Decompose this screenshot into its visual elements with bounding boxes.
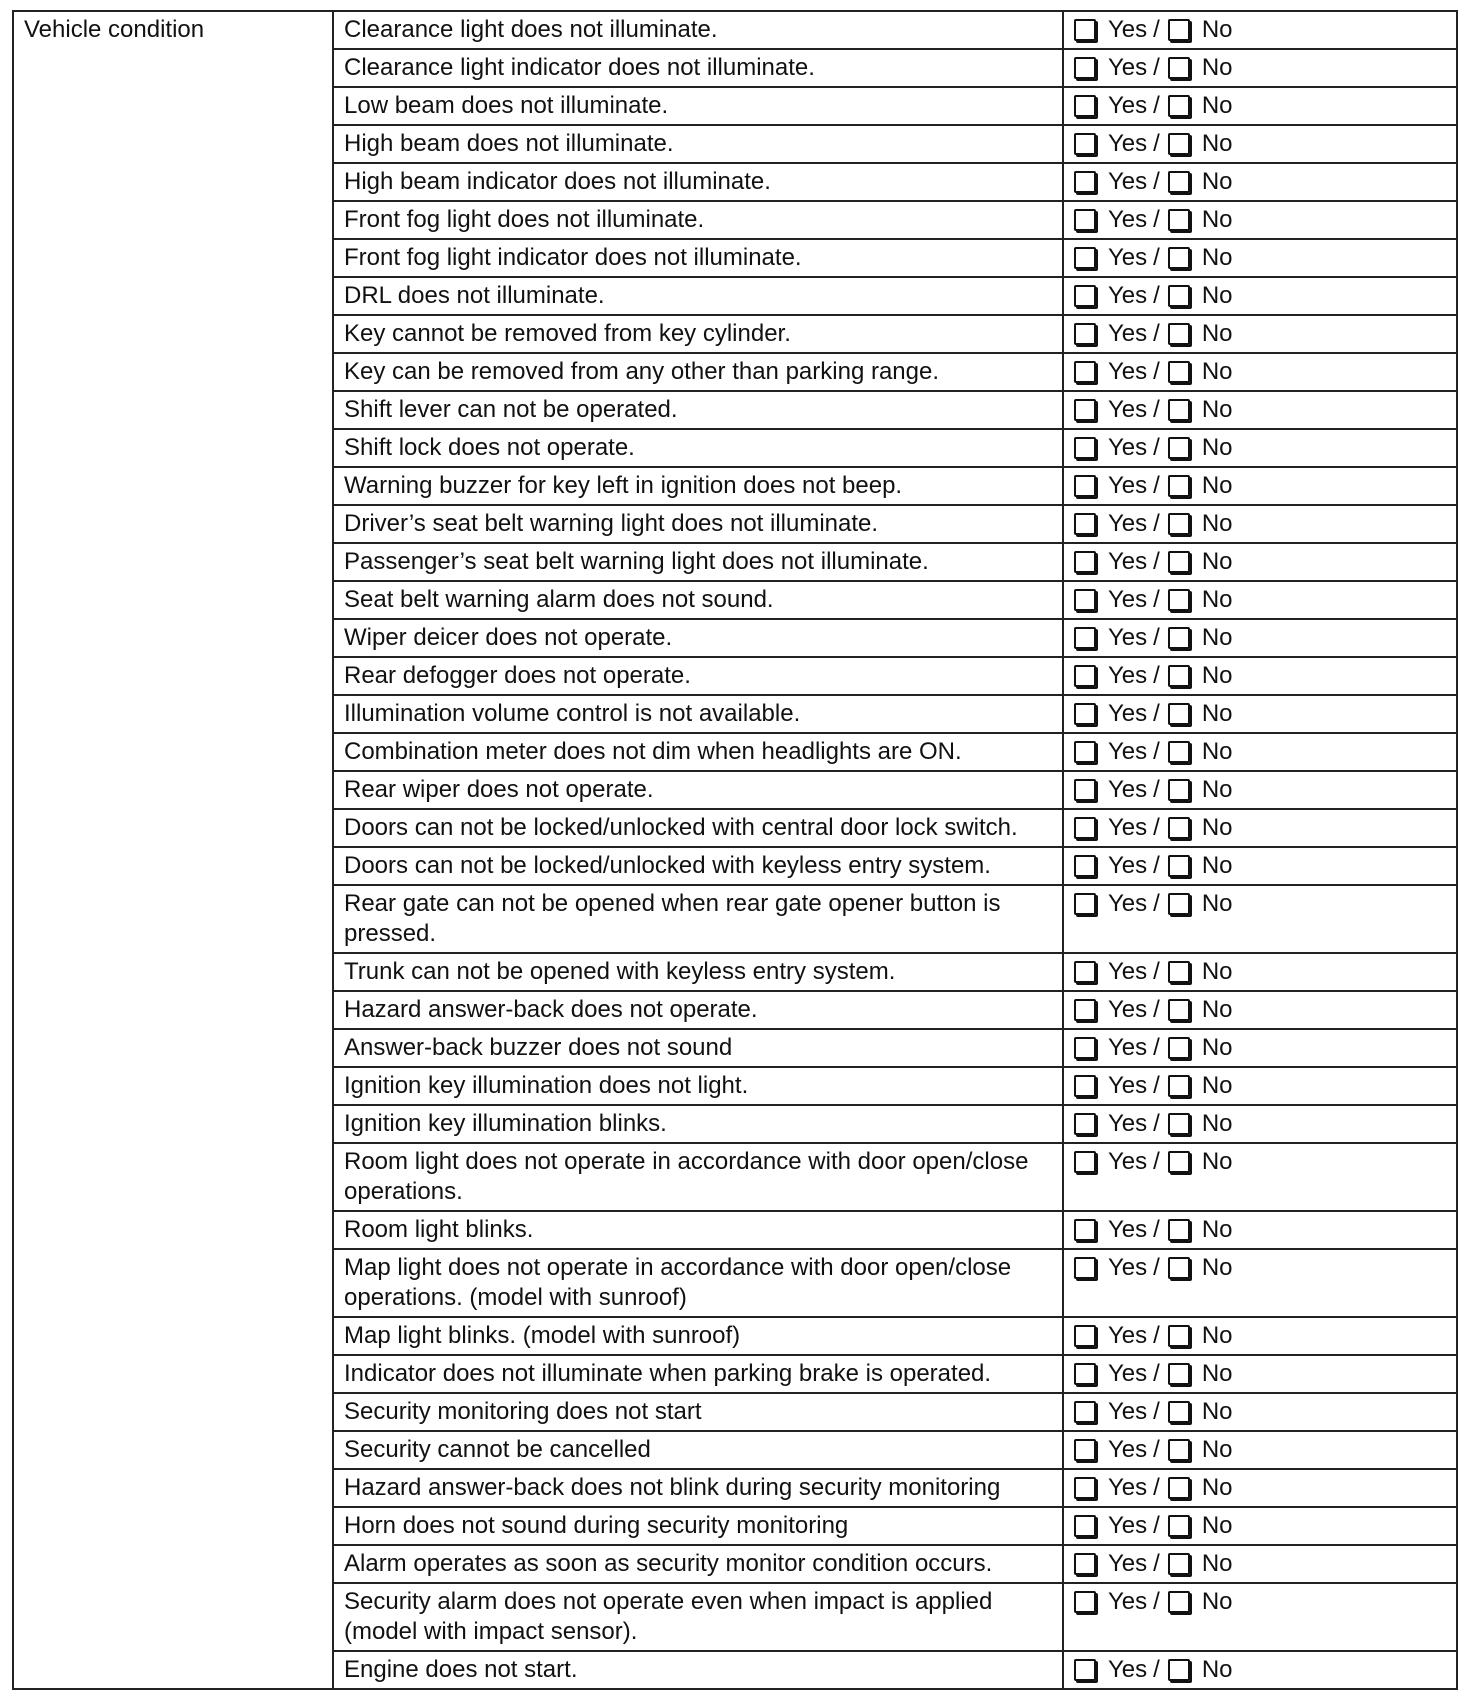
answer-separator: /: [1153, 434, 1160, 461]
no-label: No: [1201, 92, 1233, 119]
no-label: No: [1201, 814, 1233, 841]
vehicle-condition-checklist: [12, 10, 1458, 1690]
yes-no-answer: [1063, 733, 1457, 771]
no-label: No: [1201, 958, 1233, 985]
yes-label: Yes: [1108, 1398, 1148, 1425]
yes-label: Yes: [1108, 548, 1148, 575]
yes-label: Yes: [1108, 92, 1148, 119]
no-label: No: [1201, 738, 1233, 765]
yes-label: Yes: [1108, 662, 1148, 689]
symptom-text: Indicator does not illuminate when parking brake is operated.: [333, 1355, 1063, 1393]
answer-separator: /: [1153, 472, 1160, 499]
yes-label: Yes: [1108, 1216, 1148, 1243]
no-label: No: [1201, 624, 1233, 651]
yes-no-answer: [1063, 239, 1457, 277]
yes-checkbox[interactable]: [1074, 513, 1096, 535]
no-checkbox[interactable]: [1168, 999, 1190, 1021]
symptom-text: Clearance light does not illuminate.: [333, 11, 1063, 49]
yes-no-answer: [1063, 1431, 1457, 1469]
yes-no-answer: [1063, 201, 1457, 239]
yes-checkbox[interactable]: [1074, 999, 1096, 1021]
yes-label: Yes: [1108, 396, 1148, 423]
answer-separator: /: [1153, 1512, 1160, 1539]
symptom-text: Key cannot be removed from key cylinder.: [333, 315, 1063, 353]
yes-checkbox[interactable]: [1074, 361, 1096, 383]
yes-label: Yes: [1108, 510, 1148, 537]
symptom-text: Ignition key illumination does not light.: [333, 1067, 1063, 1105]
yes-label: Yes: [1108, 738, 1148, 765]
yes-checkbox[interactable]: [1074, 1257, 1096, 1279]
no-label: No: [1201, 1254, 1233, 1281]
no-label: No: [1201, 358, 1233, 385]
no-checkbox[interactable]: [1168, 551, 1190, 573]
no-label: No: [1201, 282, 1233, 309]
yes-no-answer: [1063, 467, 1457, 505]
answer-separator: /: [1153, 16, 1160, 43]
no-label: No: [1201, 1550, 1233, 1577]
yes-no-answer: [1063, 1249, 1457, 1317]
no-label: No: [1201, 548, 1233, 575]
symptom-text: Security monitoring does not start: [333, 1393, 1063, 1431]
yes-no-answer: [1063, 125, 1457, 163]
no-label: No: [1201, 396, 1233, 423]
yes-no-answer: [1063, 809, 1457, 847]
no-label: No: [1201, 1656, 1233, 1683]
no-checkbox[interactable]: [1168, 513, 1190, 535]
yes-checkbox[interactable]: [1074, 779, 1096, 801]
no-label: No: [1201, 1436, 1233, 1463]
no-label: No: [1201, 1398, 1233, 1425]
no-label: No: [1201, 662, 1233, 689]
no-label: No: [1201, 1474, 1233, 1501]
no-checkbox[interactable]: [1168, 285, 1190, 307]
yes-label: Yes: [1108, 16, 1148, 43]
yes-no-answer: [1063, 1583, 1457, 1651]
yes-no-answer: [1063, 657, 1457, 695]
yes-no-answer: [1063, 1211, 1457, 1249]
yes-no-answer: [1063, 771, 1457, 809]
no-label: No: [1201, 1148, 1233, 1175]
symptom-text: Doors can not be locked/unlocked with central door lock switch.: [333, 809, 1063, 847]
yes-no-answer: [1063, 1143, 1457, 1211]
no-label: No: [1201, 586, 1233, 613]
yes-checkbox[interactable]: [1074, 1439, 1096, 1461]
yes-checkbox[interactable]: [1074, 893, 1096, 915]
symptom-text: Rear wiper does not operate.: [333, 771, 1063, 809]
symptom-text: DRL does not illuminate.: [333, 277, 1063, 315]
answer-separator: /: [1153, 396, 1160, 423]
yes-checkbox[interactable]: [1074, 209, 1096, 231]
no-checkbox[interactable]: [1168, 1257, 1190, 1279]
no-label: No: [1201, 472, 1233, 499]
yes-checkbox[interactable]: [1074, 475, 1096, 497]
yes-label: Yes: [1108, 1034, 1148, 1061]
no-checkbox[interactable]: [1168, 95, 1190, 117]
no-checkbox[interactable]: [1168, 741, 1190, 763]
no-checkbox[interactable]: [1168, 399, 1190, 421]
answer-separator: /: [1153, 586, 1160, 613]
answer-separator: /: [1153, 1034, 1160, 1061]
symptom-text: Warning buzzer for key left in ignition does not beep.: [333, 467, 1063, 505]
no-label: No: [1201, 206, 1233, 233]
no-checkbox[interactable]: [1168, 817, 1190, 839]
no-checkbox[interactable]: [1168, 665, 1190, 687]
yes-checkbox[interactable]: [1074, 665, 1096, 687]
yes-checkbox[interactable]: [1074, 551, 1096, 573]
no-checkbox[interactable]: [1168, 1075, 1190, 1097]
yes-no-answer: [1063, 695, 1457, 733]
yes-label: Yes: [1108, 206, 1148, 233]
no-label: No: [1201, 890, 1233, 917]
yes-checkbox[interactable]: [1074, 627, 1096, 649]
yes-label: Yes: [1108, 1550, 1148, 1577]
symptom-text: Rear gate can not be opened when rear gate opener button is pressed.: [333, 885, 1063, 953]
yes-checkbox[interactable]: [1074, 57, 1096, 79]
answer-separator: /: [1153, 1474, 1160, 1501]
yes-label: Yes: [1108, 320, 1148, 347]
answer-separator: /: [1153, 738, 1160, 765]
symptom-text: Doors can not be locked/unlocked with keyless entry system.: [333, 847, 1063, 885]
yes-label: Yes: [1108, 472, 1148, 499]
no-checkbox[interactable]: [1168, 57, 1190, 79]
symptom-text: Rear defogger does not operate.: [333, 657, 1063, 695]
symptom-text: Engine does not start.: [333, 1651, 1063, 1689]
yes-no-answer: [1063, 163, 1457, 201]
yes-checkbox[interactable]: [1074, 817, 1096, 839]
yes-checkbox[interactable]: [1074, 1553, 1096, 1575]
vehicle-condition-label: Vehicle condition: [13, 11, 333, 1689]
no-label: No: [1201, 16, 1233, 43]
yes-checkbox[interactable]: [1074, 589, 1096, 611]
yes-label: Yes: [1108, 358, 1148, 385]
yes-no-answer: [1063, 277, 1457, 315]
no-label: No: [1201, 1588, 1233, 1615]
answer-separator: /: [1153, 1360, 1160, 1387]
symptom-text: Seat belt warning alarm does not sound.: [333, 581, 1063, 619]
answer-separator: /: [1153, 1656, 1160, 1683]
yes-no-answer: [1063, 1067, 1457, 1105]
symptom-text: Front fog light does not illuminate.: [333, 201, 1063, 239]
answer-separator: /: [1153, 1072, 1160, 1099]
yes-checkbox[interactable]: [1074, 961, 1096, 983]
yes-label: Yes: [1108, 168, 1148, 195]
symptom-text: Driver’s seat belt warning light does not illuminate.: [333, 505, 1063, 543]
symptom-text: Room light blinks.: [333, 1211, 1063, 1249]
no-checkbox[interactable]: [1168, 1515, 1190, 1537]
yes-no-answer: [1063, 991, 1457, 1029]
answer-separator: /: [1153, 1110, 1160, 1137]
no-checkbox[interactable]: [1168, 1037, 1190, 1059]
answer-separator: /: [1153, 1148, 1160, 1175]
yes-checkbox[interactable]: [1074, 1477, 1096, 1499]
yes-no-answer: [1063, 429, 1457, 467]
yes-checkbox[interactable]: [1074, 95, 1096, 117]
yes-label: Yes: [1108, 244, 1148, 271]
answer-separator: /: [1153, 282, 1160, 309]
checklist-body: [13, 11, 1457, 1689]
no-checkbox[interactable]: [1168, 1591, 1190, 1613]
no-checkbox[interactable]: [1168, 893, 1190, 915]
symptom-text: High beam does not illuminate.: [333, 125, 1063, 163]
symptom-text: Security alarm does not operate even when impact is applied (model with impact sensor).: [333, 1583, 1063, 1651]
symptom-text: Clearance light indicator does not illuminate.: [333, 49, 1063, 87]
answer-separator: /: [1153, 852, 1160, 879]
symptom-text: Answer-back buzzer does not sound: [333, 1029, 1063, 1067]
yes-label: Yes: [1108, 996, 1148, 1023]
yes-checkbox[interactable]: [1074, 437, 1096, 459]
symptom-text: Front fog light indicator does not illuminate.: [333, 239, 1063, 277]
yes-label: Yes: [1108, 130, 1148, 157]
no-label: No: [1201, 1110, 1233, 1137]
symptom-text: Map light blinks. (model with sunroof): [333, 1317, 1063, 1355]
yes-label: Yes: [1108, 1360, 1148, 1387]
no-checkbox[interactable]: [1168, 361, 1190, 383]
yes-no-answer: [1063, 391, 1457, 429]
answer-separator: /: [1153, 958, 1160, 985]
yes-checkbox[interactable]: [1074, 855, 1096, 877]
symptom-text: Key can be removed from any other than parking range.: [333, 353, 1063, 391]
yes-label: Yes: [1108, 1656, 1148, 1683]
no-checkbox[interactable]: [1168, 589, 1190, 611]
symptom-text: Passenger’s seat belt warning light does not illuminate.: [333, 543, 1063, 581]
answer-separator: /: [1153, 1254, 1160, 1281]
no-label: No: [1201, 700, 1233, 727]
no-checkbox[interactable]: [1168, 133, 1190, 155]
no-label: No: [1201, 1034, 1233, 1061]
answer-separator: /: [1153, 206, 1160, 233]
symptom-text: Hazard answer-back does not operate.: [333, 991, 1063, 1029]
answer-separator: /: [1153, 244, 1160, 271]
symptom-text: Wiper deicer does not operate.: [333, 619, 1063, 657]
yes-checkbox[interactable]: [1074, 1515, 1096, 1537]
yes-no-answer: [1063, 1029, 1457, 1067]
no-checkbox[interactable]: [1168, 1553, 1190, 1575]
yes-no-answer: [1063, 1317, 1457, 1355]
no-checkbox[interactable]: [1168, 171, 1190, 193]
no-checkbox[interactable]: [1168, 323, 1190, 345]
no-checkbox[interactable]: [1168, 209, 1190, 231]
yes-no-answer: [1063, 1393, 1457, 1431]
yes-label: Yes: [1108, 1474, 1148, 1501]
answer-separator: /: [1153, 510, 1160, 537]
no-label: No: [1201, 434, 1233, 461]
yes-checkbox[interactable]: [1074, 171, 1096, 193]
symptom-text: Hazard answer-back does not blink during security monitoring: [333, 1469, 1063, 1507]
answer-separator: /: [1153, 1588, 1160, 1615]
symptom-text: Trunk can not be opened with keyless entry system.: [333, 953, 1063, 991]
no-label: No: [1201, 852, 1233, 879]
yes-label: Yes: [1108, 1512, 1148, 1539]
answer-separator: /: [1153, 1436, 1160, 1463]
yes-label: Yes: [1108, 434, 1148, 461]
yes-no-answer: [1063, 1651, 1457, 1689]
answer-separator: /: [1153, 320, 1160, 347]
no-label: No: [1201, 1322, 1233, 1349]
yes-no-answer: [1063, 1545, 1457, 1583]
symptom-text: Alarm operates as soon as security monitor condition occurs.: [333, 1545, 1063, 1583]
no-label: No: [1201, 130, 1233, 157]
yes-checkbox[interactable]: [1074, 703, 1096, 725]
no-checkbox[interactable]: [1168, 1219, 1190, 1241]
yes-label: Yes: [1108, 1436, 1148, 1463]
yes-checkbox[interactable]: [1074, 1325, 1096, 1347]
symptom-text: Shift lever can not be operated.: [333, 391, 1063, 429]
symptom-text: Security cannot be cancelled: [333, 1431, 1063, 1469]
yes-checkbox[interactable]: [1074, 741, 1096, 763]
symptom-text: Illumination volume control is not available.: [333, 695, 1063, 733]
answer-separator: /: [1153, 700, 1160, 727]
no-label: No: [1201, 510, 1233, 537]
yes-no-answer: [1063, 1355, 1457, 1393]
no-checkbox[interactable]: [1168, 1363, 1190, 1385]
yes-checkbox[interactable]: [1074, 1401, 1096, 1423]
symptom-text: High beam indicator does not illuminate.: [333, 163, 1063, 201]
answer-separator: /: [1153, 168, 1160, 195]
yes-no-answer: [1063, 11, 1457, 49]
no-label: No: [1201, 776, 1233, 803]
yes-label: Yes: [1108, 54, 1148, 81]
no-checkbox[interactable]: [1168, 437, 1190, 459]
yes-label: Yes: [1108, 958, 1148, 985]
yes-no-answer: [1063, 505, 1457, 543]
answer-separator: /: [1153, 890, 1160, 917]
no-label: No: [1201, 1360, 1233, 1387]
yes-label: Yes: [1108, 1148, 1148, 1175]
no-label: No: [1201, 996, 1233, 1023]
no-label: No: [1201, 1072, 1233, 1099]
answer-separator: /: [1153, 996, 1160, 1023]
yes-label: Yes: [1108, 586, 1148, 613]
answer-separator: /: [1153, 814, 1160, 841]
yes-checkbox[interactable]: [1074, 1151, 1096, 1173]
symptom-text: Shift lock does not operate.: [333, 429, 1063, 467]
yes-checkbox[interactable]: [1074, 247, 1096, 269]
yes-checkbox[interactable]: [1074, 323, 1096, 345]
no-checkbox[interactable]: [1168, 1325, 1190, 1347]
yes-no-answer: [1063, 581, 1457, 619]
no-checkbox[interactable]: [1168, 703, 1190, 725]
answer-separator: /: [1153, 54, 1160, 81]
yes-no-answer: [1063, 1507, 1457, 1545]
yes-no-answer: [1063, 885, 1457, 953]
yes-label: Yes: [1108, 282, 1148, 309]
no-checkbox[interactable]: [1168, 19, 1190, 41]
checklist-row: [13, 11, 1457, 49]
yes-no-answer: [1063, 543, 1457, 581]
no-label: No: [1201, 54, 1233, 81]
yes-label: Yes: [1108, 1254, 1148, 1281]
symptom-text: Horn does not sound during security monitoring: [333, 1507, 1063, 1545]
yes-checkbox[interactable]: [1074, 1591, 1096, 1613]
yes-checkbox[interactable]: [1074, 133, 1096, 155]
yes-label: Yes: [1108, 776, 1148, 803]
answer-separator: /: [1153, 1550, 1160, 1577]
yes-no-answer: [1063, 847, 1457, 885]
answer-separator: /: [1153, 358, 1160, 385]
yes-label: Yes: [1108, 852, 1148, 879]
no-label: No: [1201, 320, 1233, 347]
yes-no-answer: [1063, 1105, 1457, 1143]
no-label: No: [1201, 1512, 1233, 1539]
yes-no-answer: [1063, 619, 1457, 657]
yes-checkbox[interactable]: [1074, 399, 1096, 421]
no-label: No: [1201, 244, 1233, 271]
yes-no-answer: [1063, 353, 1457, 391]
no-checkbox[interactable]: [1168, 1113, 1190, 1135]
yes-no-answer: [1063, 87, 1457, 125]
yes-no-answer: [1063, 953, 1457, 991]
no-checkbox[interactable]: [1168, 1439, 1190, 1461]
answer-separator: /: [1153, 548, 1160, 575]
yes-label: Yes: [1108, 1110, 1148, 1137]
yes-checkbox[interactable]: [1074, 1037, 1096, 1059]
no-checkbox[interactable]: [1168, 1477, 1190, 1499]
yes-label: Yes: [1108, 1588, 1148, 1615]
answer-separator: /: [1153, 1216, 1160, 1243]
yes-checkbox[interactable]: [1074, 19, 1096, 41]
yes-no-answer: [1063, 49, 1457, 87]
yes-label: Yes: [1108, 700, 1148, 727]
no-label: No: [1201, 1216, 1233, 1243]
yes-checkbox[interactable]: [1074, 1363, 1096, 1385]
symptom-text: Map light does not operate in accordance with door open/close operations. (model with sunroof): [333, 1249, 1063, 1317]
no-checkbox[interactable]: [1168, 779, 1190, 801]
no-checkbox[interactable]: [1168, 1151, 1190, 1173]
no-checkbox[interactable]: [1168, 247, 1190, 269]
answer-separator: /: [1153, 776, 1160, 803]
yes-no-answer: [1063, 1469, 1457, 1507]
no-checkbox[interactable]: [1168, 961, 1190, 983]
no-label: No: [1201, 168, 1233, 195]
yes-no-answer: [1063, 315, 1457, 353]
symptom-text: Ignition key illumination blinks.: [333, 1105, 1063, 1143]
no-checkbox[interactable]: [1168, 627, 1190, 649]
answer-separator: /: [1153, 662, 1160, 689]
answer-separator: /: [1153, 1398, 1160, 1425]
yes-label: Yes: [1108, 624, 1148, 651]
yes-checkbox[interactable]: [1074, 1075, 1096, 1097]
answer-separator: /: [1153, 92, 1160, 119]
yes-checkbox[interactable]: [1074, 285, 1096, 307]
symptom-text: Low beam does not illuminate.: [333, 87, 1063, 125]
yes-label: Yes: [1108, 1322, 1148, 1349]
answer-separator: /: [1153, 624, 1160, 651]
no-checkbox[interactable]: [1168, 855, 1190, 877]
yes-label: Yes: [1108, 814, 1148, 841]
yes-checkbox[interactable]: [1074, 1219, 1096, 1241]
answer-separator: /: [1153, 130, 1160, 157]
no-checkbox[interactable]: [1168, 475, 1190, 497]
yes-checkbox[interactable]: [1074, 1113, 1096, 1135]
symptom-text: Combination meter does not dim when headlights are ON.: [333, 733, 1063, 771]
yes-label: Yes: [1108, 890, 1148, 917]
answer-separator: /: [1153, 1322, 1160, 1349]
yes-label: Yes: [1108, 1072, 1148, 1099]
symptom-text: Room light does not operate in accordance with door open/close operations.: [333, 1143, 1063, 1211]
no-checkbox[interactable]: [1168, 1401, 1190, 1423]
